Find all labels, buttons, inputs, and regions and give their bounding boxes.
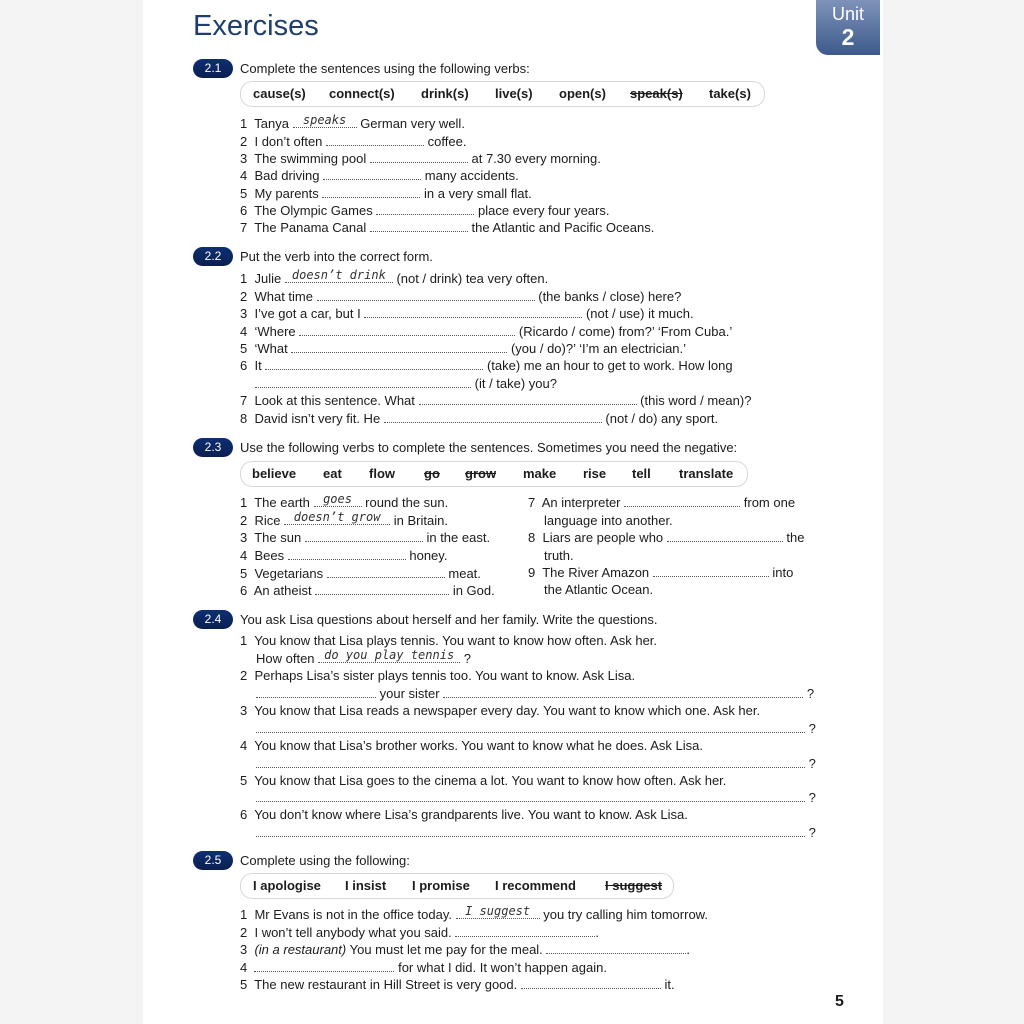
sentence-line bbox=[240, 582, 495, 599]
handwritten-answer: do you play tennis bbox=[324, 648, 455, 662]
question-mark: ? bbox=[463, 651, 472, 666]
sentence-line bbox=[240, 305, 694, 322]
sentence-start: What time bbox=[254, 289, 313, 304]
item-number: 2 bbox=[240, 668, 248, 683]
word-box-2-3 bbox=[240, 461, 748, 487]
sentence-line bbox=[240, 340, 686, 357]
prompt-text: You don’t know where Lisa’s grandparents live. You want to know. Ask Lisa. bbox=[254, 807, 688, 822]
sentence-end: (you / do)?’ ‘I’m an electrician.’ bbox=[510, 341, 687, 356]
sentence-end: (this word / mean)? bbox=[640, 393, 752, 408]
sentence-line bbox=[240, 270, 548, 287]
sentence-line bbox=[528, 564, 793, 581]
unit-tab bbox=[816, 0, 880, 55]
sentence-line bbox=[240, 512, 448, 529]
sentence-start: I won’t tell anybody what you said. bbox=[254, 925, 452, 940]
sentence-end: in the east. bbox=[426, 530, 491, 545]
sentence-end: you try calling him tomorrow. bbox=[543, 907, 708, 922]
sentence-line bbox=[240, 941, 690, 958]
word-crossed: speak(s) bbox=[630, 86, 683, 101]
sentence-end: place every four years. bbox=[477, 203, 610, 218]
answer-blank bbox=[256, 755, 805, 768]
sentence-end: round the sun. bbox=[365, 495, 449, 510]
answer-blank bbox=[256, 824, 805, 837]
sentence-start: Mr Evans is not in the office today. bbox=[254, 907, 452, 922]
item-number: 6 bbox=[240, 358, 248, 373]
sentence-start: An atheist bbox=[253, 583, 312, 598]
answer-blank bbox=[305, 529, 423, 542]
sentence-end: the Atlantic and Pacific Oceans. bbox=[471, 220, 655, 235]
sentence-start: The Olympic Games bbox=[254, 203, 373, 218]
exercise-instruction: Put the verb into the correct form. bbox=[240, 249, 433, 264]
item-number: 5 bbox=[240, 341, 248, 356]
sentence-start: David isn’t very fit. He bbox=[254, 411, 381, 426]
sentence-line-continued: the Atlantic Ocean. bbox=[544, 582, 654, 597]
item-number: 5 bbox=[240, 977, 248, 992]
sentence-end: many accidents. bbox=[424, 168, 519, 183]
answer-middle: your sister bbox=[379, 686, 440, 701]
answer-blank bbox=[419, 392, 637, 405]
word: eat bbox=[323, 466, 342, 481]
answer-blank bbox=[455, 924, 595, 937]
sentence-end: . bbox=[595, 925, 599, 940]
question-mark: ? bbox=[806, 686, 815, 701]
sentence-start: My parents bbox=[254, 186, 319, 201]
item-number: 5 bbox=[240, 566, 248, 581]
sentence-end: into bbox=[772, 565, 794, 580]
sentence-start: The new restaurant in Hill Street is very good. bbox=[254, 977, 518, 992]
handwritten-answer: goes bbox=[323, 492, 352, 506]
page-number: 5 bbox=[835, 993, 844, 1010]
sentence-line bbox=[528, 529, 805, 546]
exercise-instruction: Complete using the following: bbox=[240, 853, 410, 868]
answer-blank bbox=[318, 650, 460, 663]
word: translate bbox=[679, 466, 734, 481]
sentence-end: in Britain. bbox=[393, 513, 448, 528]
item-number: 1 bbox=[240, 633, 248, 648]
item-number: 3 bbox=[240, 530, 248, 545]
word: cause(s) bbox=[253, 86, 306, 101]
sentence-end: (not / use) it much. bbox=[585, 306, 694, 321]
sentence-line-continued: language into another. bbox=[544, 513, 673, 528]
sentence-start: I don’t often bbox=[254, 134, 323, 149]
handwritten-answer: doesn’t drink bbox=[291, 268, 386, 282]
sentence-line bbox=[240, 185, 532, 202]
exercise-instruction: You ask Lisa questions about herself and her family. Write the questions. bbox=[240, 612, 658, 627]
sentence-start: Bad driving bbox=[254, 168, 320, 183]
sentence-start: Liars are people who bbox=[542, 530, 664, 545]
sentence-line bbox=[240, 565, 481, 582]
item-number: 8 bbox=[528, 530, 536, 545]
italic-context: (in a restaurant) bbox=[254, 942, 347, 957]
item-number: 2 bbox=[240, 289, 248, 304]
word-crossed: go bbox=[424, 466, 440, 481]
answer-line bbox=[256, 824, 816, 841]
answer-blank bbox=[546, 941, 686, 954]
sentence-line bbox=[240, 392, 751, 409]
sentence-end: (the banks / close) here? bbox=[538, 289, 682, 304]
answer-blank bbox=[256, 720, 805, 733]
sentence-start: I’ve got a car, but I bbox=[254, 306, 361, 321]
sentence-line bbox=[240, 529, 490, 546]
item-number: 6 bbox=[240, 583, 248, 598]
answer-blank bbox=[364, 305, 582, 318]
answer-blank bbox=[291, 340, 507, 353]
exercise-instruction: Use the following verbs to complete the sentences. Sometimes you need the negative: bbox=[240, 440, 738, 455]
answer-blank bbox=[443, 685, 803, 698]
answer-line bbox=[256, 685, 814, 702]
prompt-text: You know that Lisa goes to the cinema a lot. You want to know how often. Ask her. bbox=[254, 773, 727, 788]
answer-blank bbox=[315, 582, 449, 595]
word-crossed: I suggest bbox=[605, 878, 663, 893]
sentence-line bbox=[240, 219, 654, 236]
answer-blank bbox=[327, 565, 445, 578]
item-number: 8 bbox=[240, 411, 248, 426]
question-prompt bbox=[240, 806, 688, 823]
sentence-start: An interpreter bbox=[541, 495, 621, 510]
answer-blank bbox=[254, 959, 394, 972]
sentence-start: The Panama Canal bbox=[254, 220, 367, 235]
page-title: Exercises bbox=[193, 10, 319, 42]
answer-blank bbox=[293, 115, 357, 128]
prompt-text: Perhaps Lisa’s sister plays tennis too. You want to know. Ask Lisa. bbox=[254, 668, 636, 683]
sentence-end: for what I did. It won’t happen again. bbox=[398, 960, 607, 975]
sentence-start: The swimming pool bbox=[254, 151, 367, 166]
word: connect(s) bbox=[329, 86, 395, 101]
sentence-start: The River Amazon bbox=[542, 565, 650, 580]
exercise-badge: 2.5 bbox=[193, 851, 233, 870]
sentence-start: Vegetarians bbox=[254, 566, 324, 581]
item-number: 1 bbox=[240, 271, 248, 286]
word: tell bbox=[632, 466, 651, 481]
word: I promise bbox=[412, 878, 470, 893]
word: open(s) bbox=[559, 86, 606, 101]
question-mark: ? bbox=[808, 825, 816, 840]
word: drink(s) bbox=[421, 86, 469, 101]
answer-blank bbox=[265, 357, 483, 370]
sentence-start: You must let me pay for the meal. bbox=[349, 942, 543, 957]
sentence-start: ‘Where bbox=[254, 324, 296, 339]
exercise-badge: 2.3 bbox=[193, 438, 233, 457]
answer-blank bbox=[299, 323, 515, 336]
question-mark: ? bbox=[808, 756, 816, 771]
sentence-start: Tanya bbox=[254, 116, 289, 131]
sentence-line bbox=[528, 494, 795, 511]
answer-blank bbox=[370, 219, 468, 232]
question-mark: ? bbox=[808, 790, 816, 805]
question-prompt bbox=[240, 772, 726, 789]
answer-blank bbox=[456, 906, 540, 919]
item-number: 7 bbox=[528, 495, 536, 510]
answer-line bbox=[256, 789, 816, 806]
answer-blank bbox=[314, 494, 362, 507]
item-number: 3 bbox=[240, 306, 248, 321]
exercise-badge: 2.4 bbox=[193, 610, 233, 629]
sentence-end: German very well. bbox=[360, 116, 465, 131]
sentence-line bbox=[240, 924, 599, 941]
prompt-text: You know that Lisa plays tennis. You want to know how often. Ask her. bbox=[254, 633, 658, 648]
sentence-end: . bbox=[686, 942, 691, 957]
sentence-line bbox=[240, 202, 609, 219]
answer-blank bbox=[256, 685, 376, 698]
sentence-end: coffee. bbox=[427, 134, 467, 149]
answer-blank bbox=[326, 133, 424, 146]
answer-blank bbox=[370, 150, 468, 163]
question-prompt bbox=[240, 737, 703, 754]
sentence-line bbox=[240, 288, 681, 305]
word: flow bbox=[369, 466, 395, 481]
answer-blank bbox=[322, 185, 420, 198]
handwritten-answer: I suggest bbox=[465, 904, 531, 918]
sentence-end: meat. bbox=[448, 566, 481, 581]
answer-blank bbox=[255, 375, 471, 388]
sentence-end: from one bbox=[743, 495, 796, 510]
answer-blank bbox=[284, 512, 390, 525]
item-number: 4 bbox=[240, 324, 248, 339]
sentence-line bbox=[240, 906, 708, 923]
answer-line bbox=[256, 720, 816, 737]
sentence-end: (take) me an hour to get to work. How long bbox=[486, 358, 733, 373]
word: I recommend bbox=[495, 878, 576, 893]
handwritten-answer: doesn’t grow bbox=[293, 510, 381, 524]
answer-blank bbox=[521, 976, 661, 989]
sentence-line bbox=[240, 323, 732, 340]
sentence-end: at 7.30 every morning. bbox=[471, 151, 601, 166]
answer-blank bbox=[624, 494, 740, 507]
word-crossed: grow bbox=[465, 466, 497, 481]
word: believe bbox=[252, 466, 297, 481]
sentence-start: Look at this sentence. What bbox=[254, 393, 415, 408]
answer-line bbox=[256, 650, 471, 667]
question-prompt bbox=[240, 702, 760, 719]
word: live(s) bbox=[495, 86, 533, 101]
word: I apologise bbox=[253, 878, 321, 893]
item-number: 4 bbox=[240, 168, 248, 183]
answer-blank bbox=[288, 547, 406, 560]
sentence-line-continued bbox=[255, 375, 557, 392]
word: take(s) bbox=[709, 86, 751, 101]
question-prompt bbox=[240, 667, 635, 684]
item-number: 5 bbox=[240, 773, 248, 788]
item-number: 2 bbox=[240, 134, 248, 149]
answer-blank bbox=[317, 288, 535, 301]
sentence-start: ‘What bbox=[254, 341, 288, 356]
sentence-end: it. bbox=[664, 977, 675, 992]
answer-blank bbox=[653, 564, 769, 577]
answer-line bbox=[256, 755, 816, 772]
sentence-line bbox=[240, 133, 466, 150]
item-number: 1 bbox=[240, 495, 248, 510]
prompt-text: You know that Lisa’s brother works. You want to know what he does. Ask Lisa. bbox=[254, 738, 704, 753]
word: make bbox=[523, 466, 557, 481]
item-number: 1 bbox=[240, 907, 248, 922]
item-number: 5 bbox=[240, 186, 248, 201]
question-mark: ? bbox=[808, 721, 816, 736]
sentence-line bbox=[240, 976, 675, 993]
item-number: 9 bbox=[528, 565, 536, 580]
sentence-line bbox=[240, 167, 519, 184]
sentence-start: Julie bbox=[254, 271, 282, 286]
prompt-text: You know that Lisa reads a newspaper every day. You want to know which one. Ask her. bbox=[254, 703, 761, 718]
word-box-2-1 bbox=[240, 81, 765, 107]
answer-blank bbox=[667, 529, 783, 542]
item-number: 4 bbox=[240, 738, 248, 753]
item-number: 4 bbox=[240, 960, 248, 975]
sentence-end: the bbox=[786, 530, 805, 545]
answer-prefix: How often bbox=[256, 651, 315, 666]
sentence-line-continued: truth. bbox=[544, 548, 574, 563]
item-number: 7 bbox=[240, 220, 248, 235]
item-number: 2 bbox=[240, 925, 248, 940]
answer-blank bbox=[384, 410, 602, 423]
sentence-line bbox=[240, 959, 607, 976]
sentence-end: in a very small flat. bbox=[424, 186, 532, 201]
item-number: 6 bbox=[240, 807, 248, 822]
item-number: 3 bbox=[240, 942, 248, 957]
handwritten-answer: speaks bbox=[302, 113, 347, 127]
answer-blank bbox=[323, 167, 421, 180]
sentence-end: (Ricardo / come) from?’ ‘From Cuba.’ bbox=[518, 324, 733, 339]
sentence-line bbox=[240, 547, 447, 564]
sentence-end: (it / take) you? bbox=[474, 376, 557, 391]
sentence-end: (not / drink) tea very often. bbox=[396, 271, 549, 286]
sentence-start: The sun bbox=[254, 530, 302, 545]
answer-blank bbox=[256, 789, 805, 802]
exercise-badge: 2.2 bbox=[193, 247, 233, 266]
item-number: 2 bbox=[240, 513, 248, 528]
unit-number: 2 bbox=[841, 24, 855, 50]
word-box-2-5 bbox=[240, 873, 674, 899]
sentence-line bbox=[240, 150, 601, 167]
item-number: 3 bbox=[240, 703, 248, 718]
sentence-line bbox=[240, 115, 465, 132]
item-number: 7 bbox=[240, 393, 248, 408]
exercise-badge: 2.1 bbox=[193, 59, 233, 78]
sentence-end: honey. bbox=[409, 548, 448, 563]
word: I insist bbox=[345, 878, 387, 893]
exercise-instruction: Complete the sentences using the following verbs: bbox=[240, 61, 530, 76]
word: rise bbox=[583, 466, 607, 481]
sentence-end: (not / do) any sport. bbox=[605, 411, 719, 426]
answer-blank bbox=[285, 270, 393, 283]
sentence-line bbox=[240, 357, 733, 374]
sentence-end: in God. bbox=[452, 583, 495, 598]
sentence-start: It bbox=[254, 358, 262, 373]
item-number: 4 bbox=[240, 548, 248, 563]
item-number: 1 bbox=[240, 116, 248, 131]
sentence-start: The earth bbox=[254, 495, 310, 510]
sentence-start: Rice bbox=[254, 513, 281, 528]
answer-blank bbox=[376, 202, 474, 215]
sentence-start: Bees bbox=[254, 548, 285, 563]
sentence-line bbox=[240, 410, 718, 427]
item-number: 6 bbox=[240, 203, 248, 218]
unit-label: Unit bbox=[831, 4, 864, 24]
item-number: 3 bbox=[240, 151, 248, 166]
